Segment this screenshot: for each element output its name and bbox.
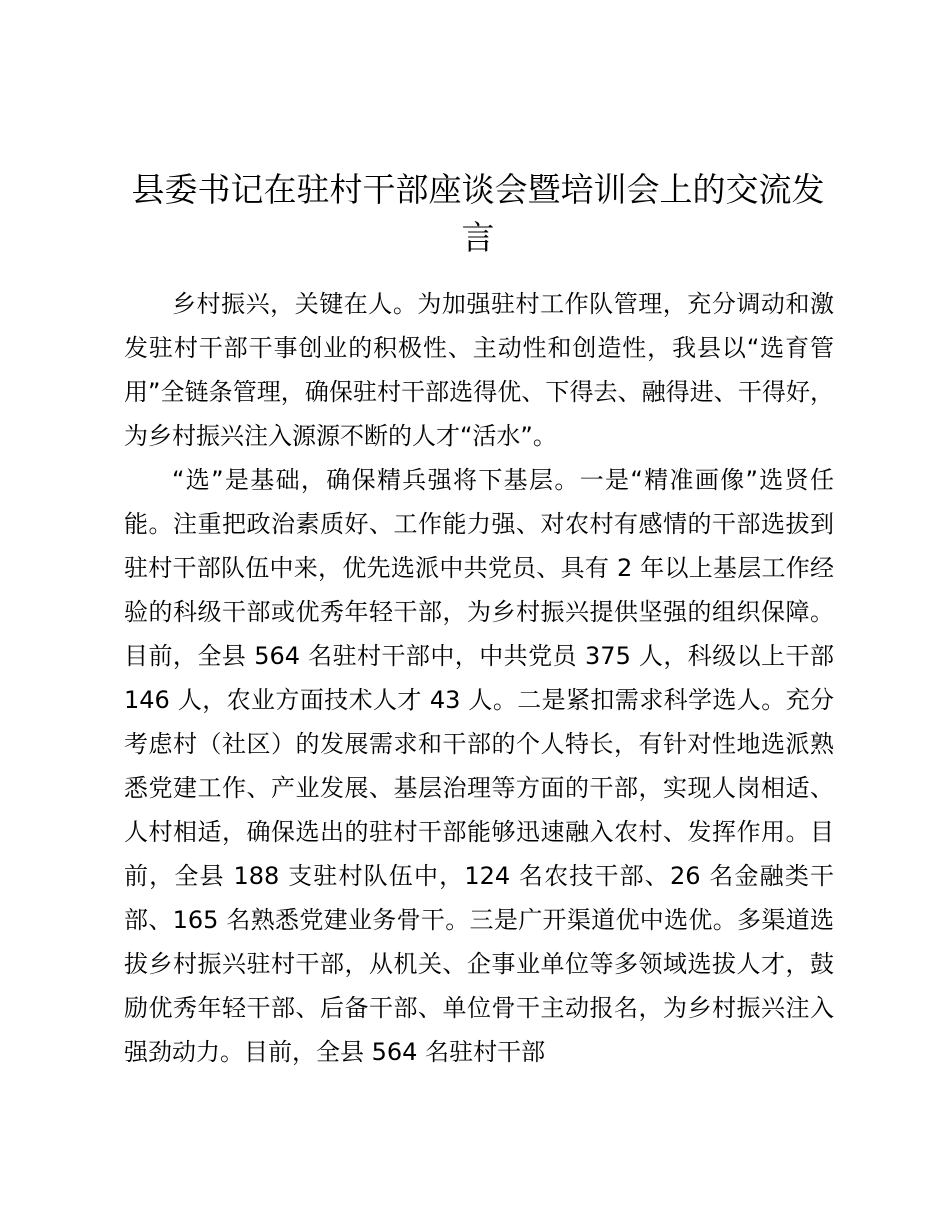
paragraph: “选”是基础，确保精兵强将下基层。一是“精准画像”选贤任能。注重把政治素质好、工作能力强、对农村有感情的干部选拔到驻村干部队伍中来，优先选派中共党员、具有 2 年以上基层工作经验的科级干部或优秀年轻干部，为乡村振兴提供坚强的组织保障。目前，全县 564 名驻村干部中，中共党员 375 人，科级以上干部 146 人，农业方面技术人才 43 人。二是紧扣需求科学选人。充分考虑村（社区）的发展需求和干部的个人特长，有针对性地选派熟悉党建工作、产业发展、基层治理等方面的干部，实现人岗相适、人村相适，确保选出的驻村干部能够迅速融入农村、发挥作用。目前，全县 188 支驻村队伍中，124 名农技干部、26 名金融类干部、165 名熟悉党建业务骨干。三是广开渠道优中选优。多渠道选拔乡村振兴驻村干部，从机关、企事业单位等多领域选拔人才，鼓励优秀年轻干部、后备干部、单位骨干主动报名，为乡村振兴注入强劲动力。目前，全县 564 名驻村干部	[124, 466, 834, 1066]
document-body	[124, 282, 834, 1074]
document-title: 县委书记在驻村干部座谈会暨培训会上的交流发言	[131, 170, 825, 257]
paragraph: 乡村振兴，关键在人。为加强驻村工作队管理，充分调动和激发驻村干部干事创业的积极性、主动性和创造性，我县以“选育管用”全链条管理，确保驻村干部选得优、下得去、融得进、干得好，为乡村振兴注入源源不断的人才“活水”。	[124, 290, 834, 450]
